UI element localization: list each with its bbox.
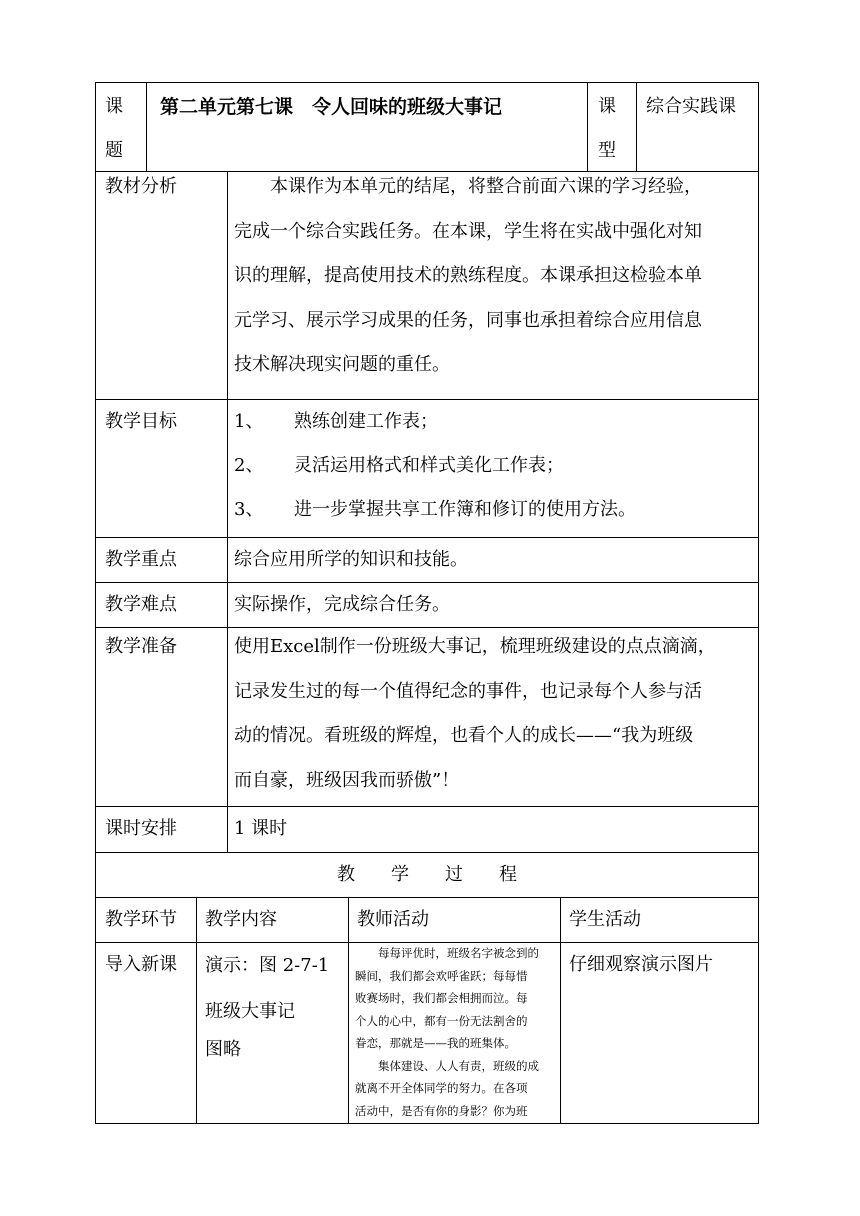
col-header-stage-cell xyxy=(96,898,197,942)
col-header-teacher-cell xyxy=(349,898,561,942)
analysis-line: 技术解决现实问题的重任。 xyxy=(234,354,450,375)
col-header-teacher: 教师活动 xyxy=(357,909,429,930)
focus-label-cell xyxy=(96,538,228,582)
topic-label-cell xyxy=(96,83,147,171)
preparation-line: 而自豪，班级因我而骄傲”！ xyxy=(234,769,460,791)
difficulty-row xyxy=(95,582,759,627)
process-heading: 教 学 过 程 xyxy=(337,864,517,885)
difficulty-label-cell xyxy=(96,583,228,627)
analysis-label: 教材分析 xyxy=(105,176,177,197)
focus-text-cell xyxy=(228,538,758,582)
teacher-line: 活动中，是否有你的身影？你为班 xyxy=(355,1103,528,1118)
schedule-text-cell xyxy=(228,807,758,852)
type-label-2: 型 xyxy=(598,140,616,161)
col-header-content: 教学内容 xyxy=(205,909,277,930)
teacher-line: 败赛场时，我们都会相拥而泣。每 xyxy=(355,991,528,1005)
analysis-line: 本课作为本单元的结尾，将整合前面六课的学习经验， xyxy=(234,176,702,197)
teacher-line: 眷恋，那就是——我的班集体。 xyxy=(355,1036,516,1050)
process-row-intro xyxy=(95,942,759,1124)
lesson-title: 第二单元第七课 令人回味的班级大事记 xyxy=(160,96,503,118)
col-header-student-cell xyxy=(561,898,758,942)
title-cell xyxy=(147,83,588,171)
goal-text: 灵活运用格式和样式美化工作表； xyxy=(294,455,564,476)
col-header-student: 学生活动 xyxy=(569,909,641,930)
analysis-row xyxy=(95,171,759,399)
content-cell xyxy=(197,943,349,1123)
type-label-1: 课 xyxy=(598,96,616,117)
focus-row xyxy=(95,537,759,582)
schedule-row xyxy=(95,806,759,852)
content-line: 演示：图 2-7-1 xyxy=(205,955,330,976)
process-heading-row xyxy=(95,852,759,897)
schedule-label-cell xyxy=(96,807,228,852)
goal-number: 2、 xyxy=(234,455,264,476)
student-activity-cell xyxy=(561,943,758,1123)
goal-number: 3、 xyxy=(234,499,264,520)
process-header-row xyxy=(95,897,759,942)
col-header-stage: 教学环节 xyxy=(105,909,177,930)
type-label-cell xyxy=(588,83,637,171)
teacher-line: 瞬间，我们都会欢呼雀跃；每每惜 xyxy=(355,968,528,983)
col-header-content-cell xyxy=(197,898,349,942)
preparation-line: 记录发生过的每一个值得纪念的事件，也记录每个人参与活 xyxy=(234,680,702,702)
preparation-row xyxy=(95,627,759,806)
goal-number: 1、 xyxy=(234,411,264,432)
lesson-plan-table xyxy=(95,82,759,1124)
stage-text: 导入新课 xyxy=(105,954,177,975)
preparation-line: 使用Excel制作一份班级大事记，梳理班级建设的点点滴滴， xyxy=(234,636,716,657)
analysis-line: 完成一个综合实践任务。在本课，学生将在实战中强化对知 xyxy=(234,220,702,242)
goal-text: 熟练创建工作表； xyxy=(294,411,438,432)
topic-label-2: 题 xyxy=(105,140,123,161)
difficulty-text: 实际操作，完成综合任务。 xyxy=(234,594,450,615)
goal-item xyxy=(234,400,438,444)
goals-row xyxy=(95,399,759,537)
goal-item xyxy=(234,444,564,488)
schedule-label: 课时安排 xyxy=(105,818,177,839)
teacher-line: 集体建设、人人有责，班级的成 xyxy=(355,1058,539,1073)
teacher-line: 就离不开全体同学的努力。在各项 xyxy=(355,1081,528,1095)
preparation-label: 教学准备 xyxy=(105,636,177,657)
stage-cell xyxy=(96,943,197,1123)
goals-label-cell xyxy=(96,400,228,537)
analysis-label-cell xyxy=(96,172,228,399)
difficulty-text-cell xyxy=(228,583,758,627)
content-line: 班级大事记 xyxy=(205,1001,295,1022)
student-activity-text: 仔细观察演示图片 xyxy=(569,954,713,975)
focus-label: 教学重点 xyxy=(105,549,177,570)
teacher-line: 个人的心中，都有一份无法割舍的 xyxy=(355,1013,528,1028)
title-row xyxy=(95,82,759,171)
difficulty-label: 教学难点 xyxy=(105,594,177,615)
type-value-cell xyxy=(637,83,758,171)
teacher-line: 每每评优时，班级名字被念到的 xyxy=(355,946,539,960)
goal-text: 进一步掌握共享工作簿和修订的使用方法。 xyxy=(294,499,636,520)
topic-label-1: 课 xyxy=(105,96,123,117)
goals-list-cell xyxy=(228,400,758,537)
lesson-type: 综合实践课 xyxy=(646,96,736,117)
analysis-line: 识的理解，提高使用技术的熟练程度。本课承担这检验本单 xyxy=(234,265,702,286)
goals-label: 教学目标 xyxy=(105,411,177,432)
focus-text: 综合应用所学的知识和技能。 xyxy=(234,549,468,570)
goal-item xyxy=(234,488,636,532)
content-line: 图略 xyxy=(205,1039,241,1060)
preparation-label-cell xyxy=(96,628,228,806)
preparation-line: 动的情况。看班级的辉煌，也看个人的成长——“我为班级 xyxy=(234,725,694,746)
teacher-activity-cell xyxy=(349,943,561,1123)
preparation-text-cell xyxy=(228,628,758,806)
schedule-text: 1 课时 xyxy=(234,818,288,839)
analysis-line: 元学习、展示学习成果的任务，同事也承担着综合应用信息 xyxy=(234,309,702,331)
analysis-text-cell xyxy=(228,172,758,399)
